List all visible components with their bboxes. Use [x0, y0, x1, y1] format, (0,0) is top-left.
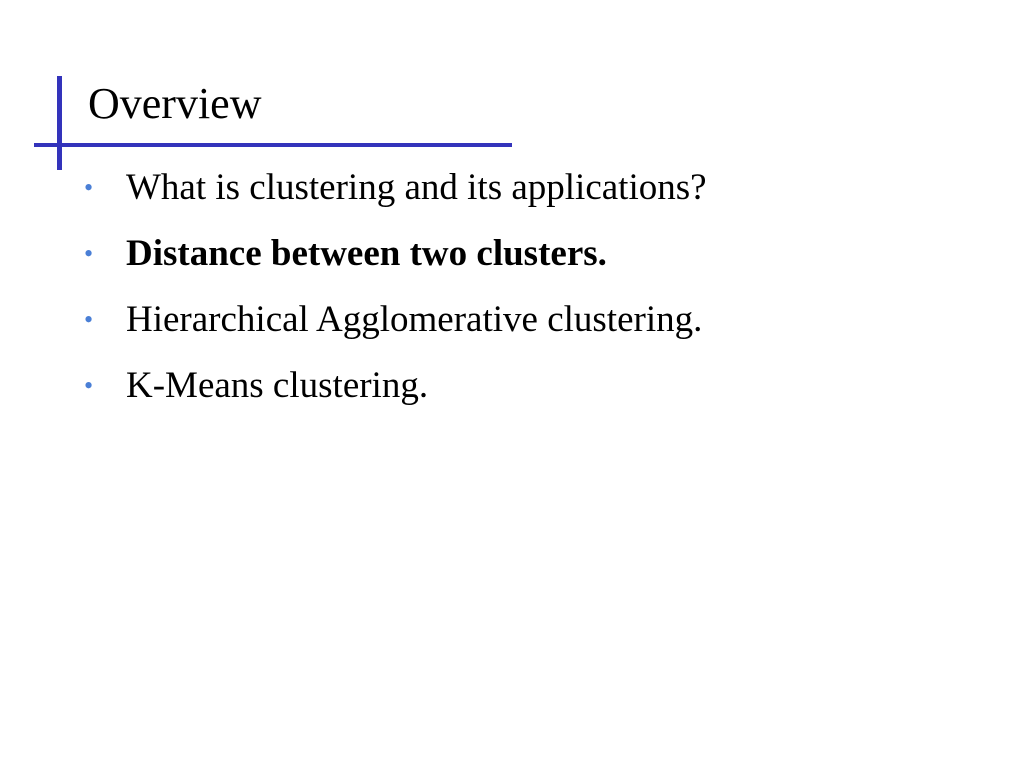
bullet-icon: •	[84, 371, 94, 400]
bullet-text-highlighted: Distance between two clusters.	[126, 233, 607, 274]
bullet-icon: •	[84, 239, 94, 268]
bullet-icon: •	[84, 305, 94, 334]
title-accent-vertical-line	[57, 76, 62, 170]
title-accent-horizontal-line	[34, 143, 512, 147]
bullet-icon: •	[84, 173, 94, 202]
bullet-text: What is clustering and its applications?	[126, 167, 707, 208]
bullet-text: Hierarchical Agglomerative clustering.	[126, 299, 703, 340]
bullet-text: K-Means clustering.	[126, 365, 429, 406]
slide-title: Overview	[88, 79, 262, 128]
